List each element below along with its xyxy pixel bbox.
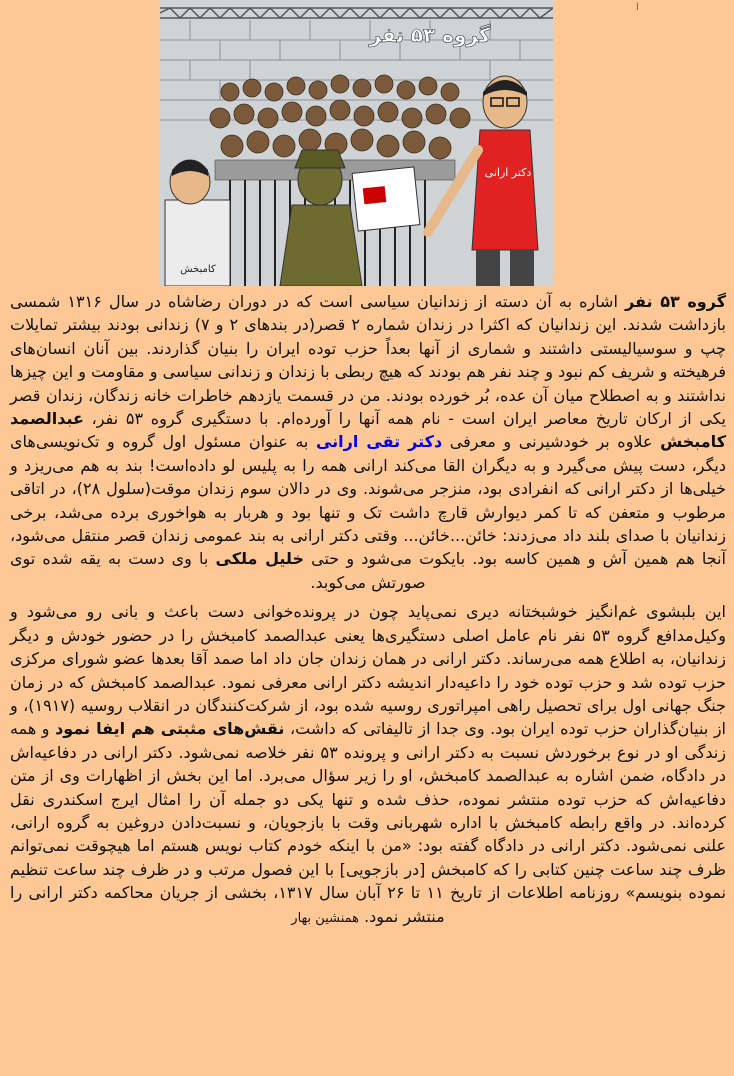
paragraph-2-text-1: این بلبشوی غم‌انگیز خوشبختانه دیری نمی‌پاید چون در پرونده‌خوانی دست باعث و بانی رو می‌شود و وکیل‌مدافع گروه ۵۳ نفر نام عامل اصلی دستگیری‌ها یعنی عبدالصمد کامبخش را در حضور خودش و دیگر زندانیان، به اطلاع همه می‌رساند. دکتر ارانی در همان زندان جان داد اما صمد آقا بعدها عضو شورای مرکزی حزب توده شد و حزب توده خود را داعیه‌دار اندیشه دکتر ارانی معرفی نمود. عبدالصمد کامبخش که در زمان جنگ جهانی اول برای تحصیل راهی امپراتوری روسیه شده بود، از شرکت‌کنندگان در انقلاب روسیه (۱۹۱۷)، و از بنیان‌گذاران حزب توده ایران بود. وی جدا از تالیفاتی که داشت، xyxy=(10,602,727,739)
prison-scene-image xyxy=(160,0,553,286)
seated-label: کامبخش xyxy=(180,264,216,275)
paragraph-1-text-3: به عنوان مسئول اول گروه و تک‌نویسی‌های دیگر، دست پیش می‌گیرد و به دیگران القا می‌کند ارانی همه را به پلیس لو داده‌است! بند به هم می‌ریزد و خیلی‌ها از دکتر ارانی که انفرادی بود، منزجر می‌شوند. وی در دالان سوم زندان موقت(سلول ۲۸)، در اتاقی مرطوب و متعفن که تا کمر دیوارش قارچ داشت تک و تنها بود و هربار به هواخوری برده می‌شد، برخی زندانیان با صدای بلند داد می‌زدند: خائن...خائن... وقتی دکتر ارانی به بند عمومی زندان قصر منتقل می‌شود، آنجا هم همین آش و همین کاسه بود. بایکوت می‌شود و حتی xyxy=(10,432,727,569)
paragraph-1-text-2: علاوه بر خودشیرنی و معرفی xyxy=(442,432,661,452)
corner-mark: ا xyxy=(636,2,639,13)
paragraph-2-text-2: و همه زندگی او در نوع برخوردش نسبت به دکتر ارانی و پرونده ۵۳ نفر خلاصه نمی‌شود. دکتر ارانی در دفاعیه‌اش در دادگاه، ضمن اشاره به عبدالصمد کامبخش، او را زیر سؤال می‌برد. اما این بخش از اظهارات وی از متن دفاعیه‌اش که حزب توده منتشر نموده، حذف شده و تنها یکی دو جمله آن را امثال ایرج اسکندری نقل کرده‌اند. در واقع رابطه کامبخش با اداره شهربانی وقت با بازجویان، و نسبت‌دادن دروغین به گروه ارانی، علنی نمی‌شود. دکتر ارانی در دادگاه گفته بود: «من با اینکه خودم کتاب نویس هستم اما هیچوقت نمی‌توانم ظرف چند ساعت چنین کتابی را که کامبخش [در بازجویی] با این فصول مرتب و در ظرف چند ساعت تنظیم نموده بنویسم» روزنامه اطلاعات از تاریخ ۱۱ تا ۲۶ آبان سال ۱۳۱۷، بخشی از جریان محاکمه دکتر ارانی را منتشر نمود. xyxy=(10,719,727,926)
paragraph-1 xyxy=(10,290,726,594)
article-title: گروه ۵۳ نفر xyxy=(625,292,727,311)
article-body xyxy=(10,290,726,930)
name-kambakhsh: عبدالصمد کامبخش xyxy=(10,409,726,452)
name-maleki: خلیل ملکی xyxy=(215,549,304,569)
banner-text: گروه ۵۳ نفر xyxy=(369,23,491,47)
shirt-label: دکتر ارانی xyxy=(484,166,532,179)
paragraph-2 xyxy=(10,600,726,930)
prison-illustration xyxy=(160,0,553,286)
name-arani-link[interactable]: دکتر تقی ارانی xyxy=(315,432,443,452)
author-signature: همنشین بهار xyxy=(291,910,359,926)
paragraph-2-bold: نقش‌های مثبتی هم ایفا نمود xyxy=(55,719,285,739)
paragraph-1-text-1: اشاره به آن دسته از زندانیان سیاسی است که در دوران رضاشاه در سال ۱۳۱۶ شمسی بازداشت شدند. این زندانیان که اکثرا در زندان شماره ۲ قصر(در بندهای ۲ و ۷) زندانی بودند بیشتر تمایلات چپ و سوسیالیستی داشتند و شماری از آنها بعداً حزب توده ایران را بنیان گذاردند. بین آنان انسان‌های فرهیخته و شریف کم نبود و چند نفر هم بودند که هیچ ربطی با زندان و زندانی سیاسی و مقاومت و این چیزها نداشتند و به اصطلاح میان آن عده، بُر خورده بودند. من در قسمت یازدهم خاطرات خانه زندگان، زندان قصر یکی از ارکان تاریخ معاصر ایران است - نام همه آنها را آورده‌ام. با دستگیری گروه ۵۳ نفر، xyxy=(10,292,727,429)
paragraph-1-text-4: با وی دست به یقه شده توی صورتش می‌کوبد. xyxy=(10,549,426,592)
